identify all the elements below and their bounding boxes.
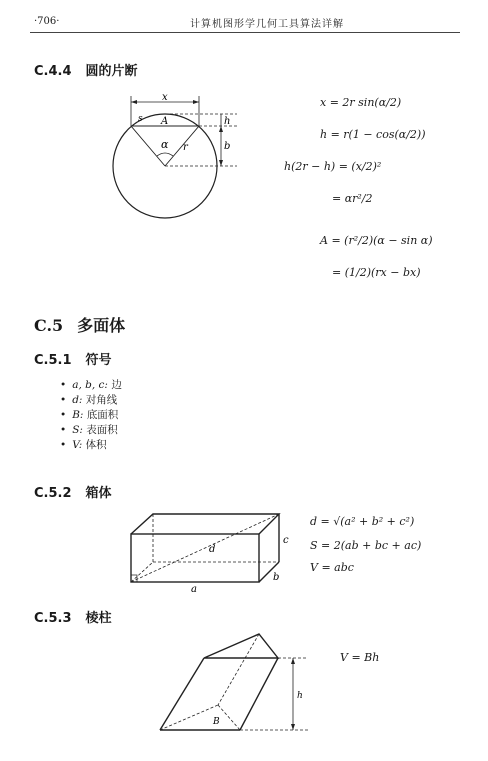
label-h: h — [224, 116, 231, 127]
notation-symbol: V: — [72, 439, 83, 451]
notation-meaning: 对角线 — [85, 394, 118, 406]
notation-symbol: S: — [72, 424, 83, 436]
box-front-face — [131, 534, 259, 582]
radius-left — [131, 126, 165, 166]
notation-symbol: a, b, c: — [72, 379, 108, 391]
label-d: d — [209, 544, 216, 555]
list-item — [60, 393, 122, 408]
section-title: 棱柱 — [85, 611, 112, 626]
formula-volume: V = abc — [310, 561, 354, 574]
x-dim-arrow-right — [193, 100, 199, 104]
angle-arc — [157, 153, 173, 156]
label-c: c — [283, 535, 289, 546]
prism-base-right — [218, 705, 240, 730]
prism-edge-right — [240, 658, 278, 730]
running-title: 计算机图形学几何工具算法详解 — [190, 19, 344, 30]
notation-meaning: 体积 — [85, 439, 107, 451]
height-arrow-top — [291, 658, 295, 664]
radius-right — [165, 126, 199, 166]
notation-meaning: 底面积 — [86, 409, 119, 421]
section-title: 圆的片断 — [85, 64, 138, 79]
label-h: h — [297, 691, 303, 701]
formula-h: h = r(1 − cos(α/2)) — [320, 128, 426, 141]
label-s: s — [138, 114, 143, 124]
list-item — [60, 378, 122, 393]
label-B: B — [213, 717, 220, 727]
prism-top-face — [204, 634, 278, 658]
formula-area: A = (r²/2)(α − sin α) — [320, 234, 433, 247]
list-item — [60, 423, 122, 438]
prism-edge-left — [160, 658, 204, 730]
prism-edge-back — [218, 634, 259, 705]
formula-x: x = 2r sin(α/2) — [320, 96, 402, 109]
section-number: C.5 — [34, 316, 64, 335]
label-b: b — [273, 572, 280, 583]
label-x: x — [162, 92, 168, 103]
height-arrow-bottom — [291, 724, 295, 730]
x-dim-arrow-left — [131, 100, 137, 104]
section-number: C.5.2 — [34, 486, 72, 501]
formula-diagonal: d = √(a² + b² + c²) — [310, 515, 415, 528]
formula-sector-area: = αr²/2 — [332, 192, 373, 205]
section-number: C.5.1 — [34, 353, 72, 368]
section-heading-c53 — [34, 607, 112, 626]
label-alpha: α — [161, 138, 169, 151]
section-heading-c52 — [34, 482, 112, 501]
b-dim-arrow-bottom — [219, 160, 223, 166]
section-title: 符号 — [85, 353, 112, 368]
formula-prism-volume: V = Bh — [340, 651, 380, 664]
header-rule — [30, 32, 460, 33]
label-b: b — [224, 141, 231, 152]
notation-meaning: 表面积 — [86, 424, 118, 436]
notation-meaning: 边 — [111, 379, 122, 391]
label-A: A — [161, 116, 169, 127]
box-hidden-depth — [131, 562, 153, 582]
section-heading-c5 — [34, 313, 125, 336]
section-number: C.5.3 — [34, 611, 72, 626]
label-r: r — [183, 142, 188, 153]
prism-diagram — [158, 632, 318, 737]
section-title: 多面体 — [77, 316, 126, 335]
list-item — [60, 408, 122, 423]
b-dim-arrow-top — [219, 126, 223, 132]
notation-symbol: d: — [72, 394, 83, 406]
notation-symbol: B: — [72, 409, 84, 421]
section-title: 箱体 — [85, 486, 112, 501]
formula-surface: S = 2(ab + bc + ac) — [310, 539, 422, 552]
notation-list — [60, 378, 122, 453]
section-heading-c44 — [34, 60, 138, 79]
section-heading-c51 — [34, 349, 112, 368]
label-a: a — [191, 584, 197, 595]
section-number: C.4.4 — [34, 64, 72, 79]
list-item — [60, 438, 122, 453]
formula-h-relation: h(2r − h) = (x/2)² — [284, 160, 382, 173]
circle-segment-diagram — [105, 90, 255, 230]
page-number: ·706· — [34, 16, 60, 27]
box-diagram — [125, 508, 295, 593]
formula-area-alt: = (1/2)(rx − bx) — [332, 266, 421, 279]
prism-base-left — [160, 705, 218, 730]
